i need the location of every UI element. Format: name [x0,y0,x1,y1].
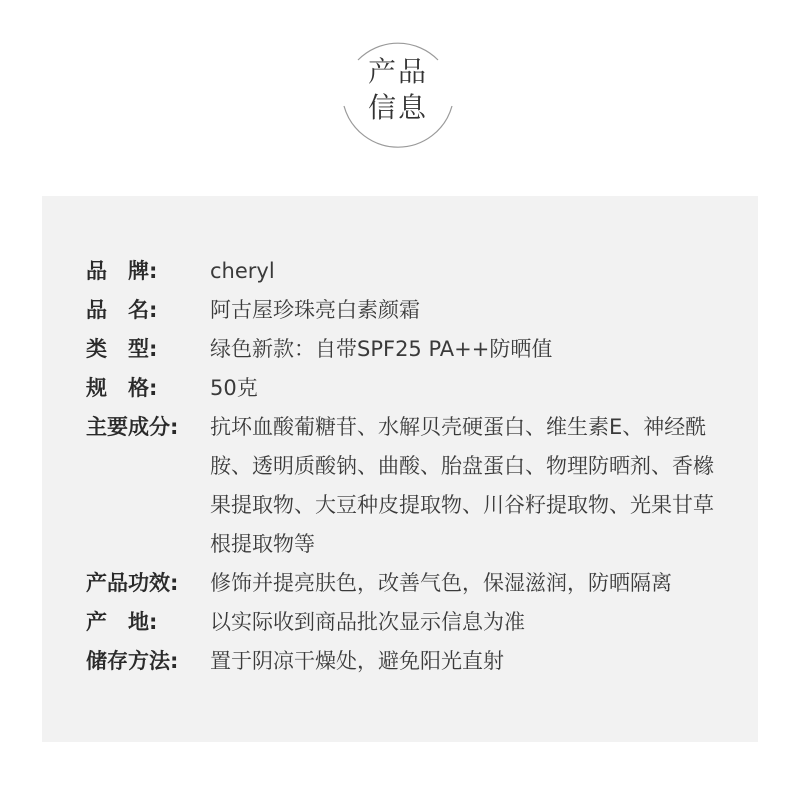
info-row-size [86,369,766,408]
info-row-storage [86,642,766,681]
storage-label: 储存方法: [86,649,179,673]
type-value: 绿色新款：自带SPF25 PA++防晒值 [210,337,553,361]
info-row-name [86,291,766,330]
info-row-ingredients [86,408,766,564]
section-title [336,54,460,126]
brand-value: cheryl [210,259,275,283]
ingredients-value: 抗坏血酸葡糖苷、水解贝壳硬蛋白、维生素E、神经酰胺、透明质酸钠、曲酸、胎盘蛋白、物理防晒剂、香橼果提取物、大豆种皮提取物、川谷籽提取物、光果甘草根提取物等 [210,415,714,556]
section-title-line1: 产品 [367,55,428,88]
info-row-origin [86,603,766,642]
section-title-line2: 信息 [367,91,428,124]
info-row-type [86,330,766,369]
info-row-brand [86,252,766,291]
brand-label: 品 牌: [86,259,158,283]
name-label: 品 名: [86,298,158,322]
info-row-effects [86,564,766,603]
name-value: 阿古屋珍珠亮白素颜霜 [210,298,420,322]
size-value: 50克 [210,376,258,400]
section-badge [336,30,460,154]
info-list [86,252,766,681]
origin-label: 产 地: [86,610,158,634]
origin-value: 以实际收到商品批次显示信息为准 [210,610,525,634]
type-label: 类 型: [86,337,158,361]
storage-value: 置于阴凉干燥处，避免阳光直射 [210,649,504,673]
effects-label: 产品功效: [86,571,179,595]
size-label: 规 格: [86,376,158,400]
ingredients-label: 主要成分: [86,415,179,439]
effects-value: 修饰并提亮肤色，改善气色，保湿滋润，防晒隔离 [210,571,672,595]
